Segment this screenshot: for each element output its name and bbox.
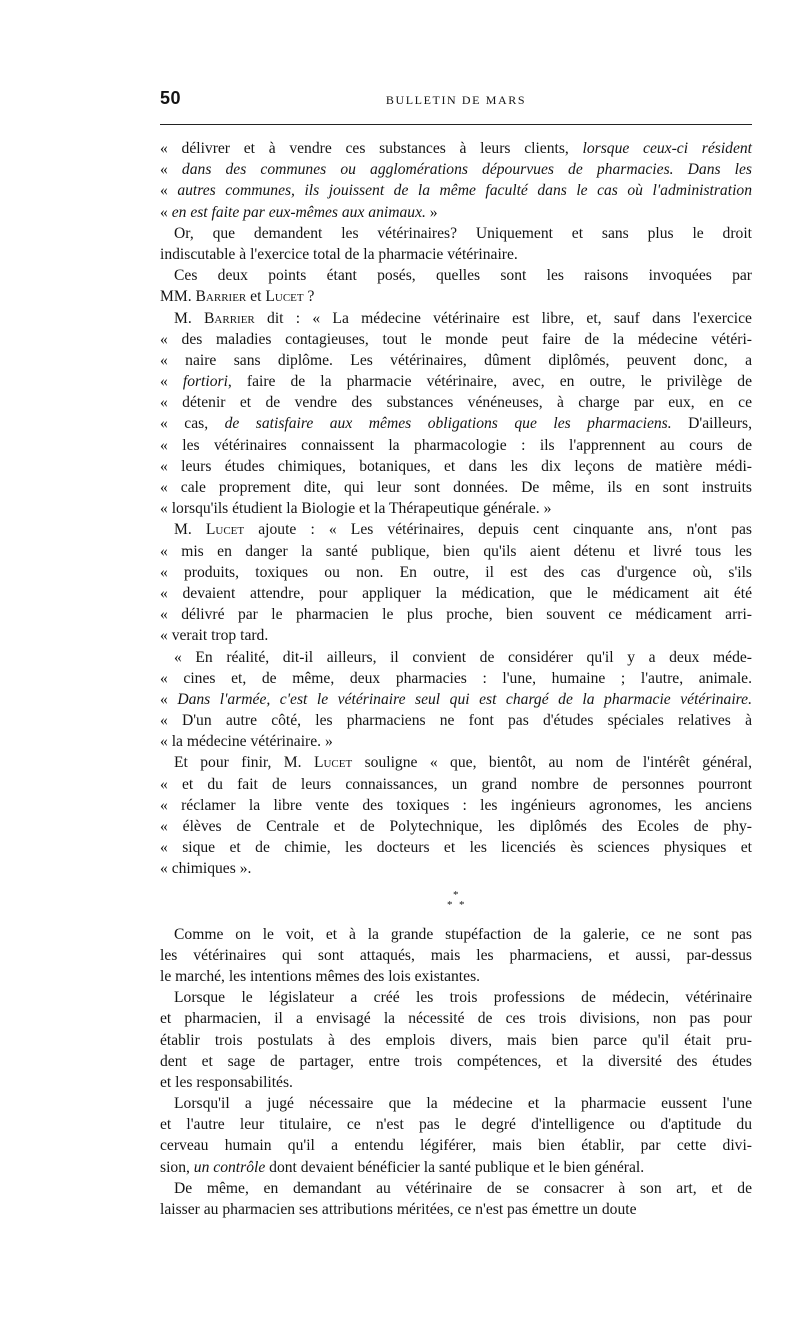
text-run: « mis en danger la santé publique, bien qu'ils aient détenu et livré tous les bbox=[160, 542, 752, 560]
italic-text: lorsque ceux-ci résident bbox=[582, 140, 752, 157]
text-run: « délivrer et à vendre ces substances à leurs clients, bbox=[160, 140, 583, 157]
text-line bbox=[160, 138, 752, 159]
text-line bbox=[160, 350, 752, 371]
section-asterism bbox=[160, 880, 752, 924]
text-line bbox=[160, 413, 752, 434]
text-run: D'ailleurs, bbox=[671, 415, 752, 433]
asterisk-mark: * bbox=[459, 898, 465, 911]
text-run: indiscutable à l'exercice total de la pharmacie vétérinaire. bbox=[160, 245, 518, 263]
text-run: « les vétérinaires connaissent la pharmacologie : ils l'apprennent au cours de bbox=[160, 436, 752, 454]
text-line bbox=[160, 498, 752, 519]
text-run: « élèves de Centrale et de Polytechnique, les diplômés des Ecoles de phy- bbox=[160, 818, 752, 835]
text-line bbox=[160, 159, 752, 180]
text-run: De même, en demandant au vétérinaire de se consacrer à son art, et de bbox=[174, 1179, 752, 1197]
name-small-caps: Barrier bbox=[195, 288, 247, 306]
text-line bbox=[160, 1178, 752, 1199]
text-run: dont devaient bénéficier la santé publique et le bien général. bbox=[265, 1158, 645, 1176]
text-run: « cas, bbox=[160, 415, 225, 433]
text-line bbox=[160, 1072, 752, 1093]
text-run: « sique et de chimie, les docteurs et les licenciés ès sciences physiques et bbox=[160, 839, 752, 857]
text-line bbox=[160, 604, 752, 625]
text-line bbox=[160, 710, 752, 731]
text-line bbox=[160, 223, 752, 244]
text-run: « D'un autre côté, les pharmaciens ne font pas d'études spéciales relatives à bbox=[160, 712, 752, 730]
text-run: « délivré par le pharmacien le plus proche, bien souvent ce médicament arri- bbox=[160, 606, 752, 624]
text-line bbox=[160, 795, 752, 816]
text-line bbox=[160, 858, 752, 879]
text-line bbox=[160, 1157, 752, 1178]
text-run: « devaient attendre, pour appliquer la médication, que le médicament ait été bbox=[160, 584, 752, 602]
text-line bbox=[160, 477, 752, 498]
text-line bbox=[160, 1199, 752, 1220]
text-run: « chimiques ». bbox=[160, 860, 252, 878]
header-rule bbox=[160, 124, 752, 125]
text-run: Lorsqu'il a jugé nécessaire que la médecine et la pharmacie eussent l'une bbox=[174, 1095, 752, 1113]
page-header bbox=[160, 88, 752, 114]
text-line bbox=[160, 329, 752, 350]
text-line bbox=[160, 371, 752, 392]
italic-text: autres communes, ils jouissent de la même faculté dans le cas où l'administration bbox=[177, 182, 752, 200]
text-line bbox=[160, 816, 752, 837]
text-run: « bbox=[160, 182, 178, 200]
text-line bbox=[160, 987, 752, 1008]
text-run: « et du fait de leurs connaissances, un grand nombre de personnes pourront bbox=[160, 775, 752, 793]
text-run: dent et sage de partager, entre trois compétences, et la diversité des études bbox=[160, 1052, 752, 1070]
text-line bbox=[160, 1051, 752, 1072]
text-run: établir trois postulats à des emplois divers, mais bien parce qu'il était pru- bbox=[160, 1031, 752, 1049]
text-line bbox=[160, 435, 752, 456]
text-run: MM. Barrier et Lucet ? bbox=[160, 288, 315, 306]
text-line bbox=[160, 689, 752, 710]
text-run: « bbox=[160, 373, 183, 391]
text-line bbox=[160, 647, 752, 668]
text-run: « la médecine vétérinaire. » bbox=[160, 733, 333, 751]
italic-text: un contrôle bbox=[193, 1158, 266, 1176]
text-line bbox=[160, 519, 752, 540]
name-small-caps: Lucet bbox=[265, 288, 304, 306]
text-run: M. Barrier dit : « La médecine vétérinaire est libre, et, sauf dans l'exercice bbox=[174, 309, 752, 327]
text-line bbox=[160, 562, 752, 583]
text-run: « détenir et de vendre des substances vénéneuses, à charge par eux, en ce bbox=[160, 394, 752, 412]
text-line bbox=[160, 774, 752, 795]
text-line bbox=[160, 1030, 752, 1051]
text-run: le marché, les intentions mêmes des lois existantes. bbox=[160, 967, 481, 985]
text-line bbox=[160, 731, 752, 752]
text-run: cerveau humain qu'il a entendu légiférer, mais bien établir, par cette divi- bbox=[160, 1137, 752, 1155]
text-run: « cines et, de même, deux pharmacies : l'une, humaine ; l'autre, animale. bbox=[160, 669, 752, 687]
text-run: « leurs études chimiques, botaniques, et dans les dix leçons de matière médi- bbox=[160, 457, 752, 475]
text-line bbox=[160, 392, 752, 413]
text-line bbox=[160, 1135, 752, 1156]
text-run: « réclamer la libre vente des toxiques : les ingénieurs agronomes, les anciens bbox=[160, 796, 752, 814]
text-run: et pharmacien, il a envisagé la nécessité de ces trois divisions, non pas pour bbox=[160, 1010, 752, 1028]
text-run: « cale proprement dite, qui leur sont données. De même, ils en sont instruits bbox=[160, 479, 752, 496]
italic-text: fortiori bbox=[182, 373, 228, 391]
body-text bbox=[160, 138, 752, 1220]
text-line bbox=[160, 202, 752, 223]
text-run: « bbox=[160, 161, 182, 179]
text-line bbox=[160, 308, 752, 329]
text-line bbox=[160, 837, 752, 858]
text-line bbox=[160, 924, 752, 945]
text-line bbox=[160, 752, 752, 773]
text-run: , faire de la pharmacie vétérinaire, avec, en outre, le privilège de bbox=[227, 373, 752, 391]
text-run: « produits, toxiques ou non. En outre, il est des cas d'urgence où, s'ils bbox=[160, 563, 752, 581]
text-line bbox=[160, 1008, 752, 1029]
text-run: Lorsque le législateur a créé les trois professions de médecin, vétérinaire bbox=[174, 989, 752, 1007]
text-line bbox=[160, 583, 752, 604]
running-head: BULLETIN DE MARS bbox=[385, 93, 527, 107]
text-run: « lorsqu'ils étudient la Biologie et la Thérapeutique générale. » bbox=[160, 500, 552, 518]
name-small-caps: Barrier bbox=[204, 309, 255, 327]
text-line bbox=[160, 966, 752, 987]
text-run: les vétérinaires qui sont attaqués, mais les pharmaciens, et aussi, par-dessus bbox=[160, 946, 752, 964]
text-run: Or, que demandent les vétérinaires? Uniquement et sans plus le droit bbox=[174, 224, 752, 242]
text-line bbox=[160, 625, 752, 646]
text-line bbox=[160, 668, 752, 689]
text-run: sion, bbox=[160, 1158, 194, 1176]
text-run: « En réalité, dit-il ailleurs, il convient de considérer qu'il y a deux méde- bbox=[174, 648, 752, 666]
italic-text: en est faite par eux-mêmes aux animaux. bbox=[171, 203, 426, 221]
text-run: et l'autre leur titulaire, ce n'est pas le degré d'intelligence ou d'aptitude du bbox=[160, 1116, 752, 1134]
text-run: et les responsabilités. bbox=[160, 1073, 293, 1091]
text-run: laisser au pharmacien ses attributions méritées, ce n'est pas émettre un doute bbox=[160, 1201, 637, 1218]
name-small-caps: Lucet bbox=[313, 754, 353, 772]
asterisk-mark: * bbox=[453, 888, 459, 901]
text-run: Ces deux points étant posés, quelles sont les raisons invoquées par bbox=[174, 267, 752, 285]
text-run: « des maladies contagieuses, tout le monde peut faire de la médecine vétéri- bbox=[160, 330, 752, 348]
text-line bbox=[160, 286, 752, 307]
page-number: 50 bbox=[160, 88, 182, 108]
text-line bbox=[160, 456, 752, 477]
italic-text: de satisfaire aux mêmes obligations que les pharmaciens. bbox=[224, 415, 672, 433]
text-line bbox=[160, 541, 752, 562]
text-run: Et pour finir, M. Lucet souligne « que, bientôt, au nom de l'intérêt général, bbox=[174, 754, 753, 772]
text-run: Comme on le voit, et à la grande stupéfaction de la galerie, ce ne sont pas bbox=[174, 925, 752, 943]
text-line bbox=[160, 180, 752, 201]
italic-text: dans des communes ou agglomérations dépourvues de pharmacies. Dans les bbox=[181, 161, 753, 179]
text-run: « bbox=[160, 203, 172, 221]
asterisk-mark: * bbox=[447, 898, 453, 911]
italic-text: Dans l'armée, c'est le vétérinaire seul qui est chargé de la pharmacie vétérinaire. bbox=[177, 690, 752, 708]
text-line bbox=[160, 945, 752, 966]
text-run: » bbox=[425, 203, 438, 221]
text-line bbox=[160, 1093, 752, 1114]
text-line bbox=[160, 1114, 752, 1135]
text-line bbox=[160, 244, 752, 265]
text-run: « bbox=[160, 690, 178, 708]
text-line bbox=[160, 265, 752, 286]
text-run: M. Lucet ajoute : « Les vétérinaires, depuis cent cinquante ans, n'ont pas bbox=[174, 521, 752, 539]
text-run: « verait trop tard. bbox=[160, 627, 269, 645]
name-small-caps: Lucet bbox=[205, 521, 245, 539]
text-run: « naire sans diplôme. Les vétérinaires, dûment diplômés, peuvent donc, a bbox=[160, 351, 752, 369]
